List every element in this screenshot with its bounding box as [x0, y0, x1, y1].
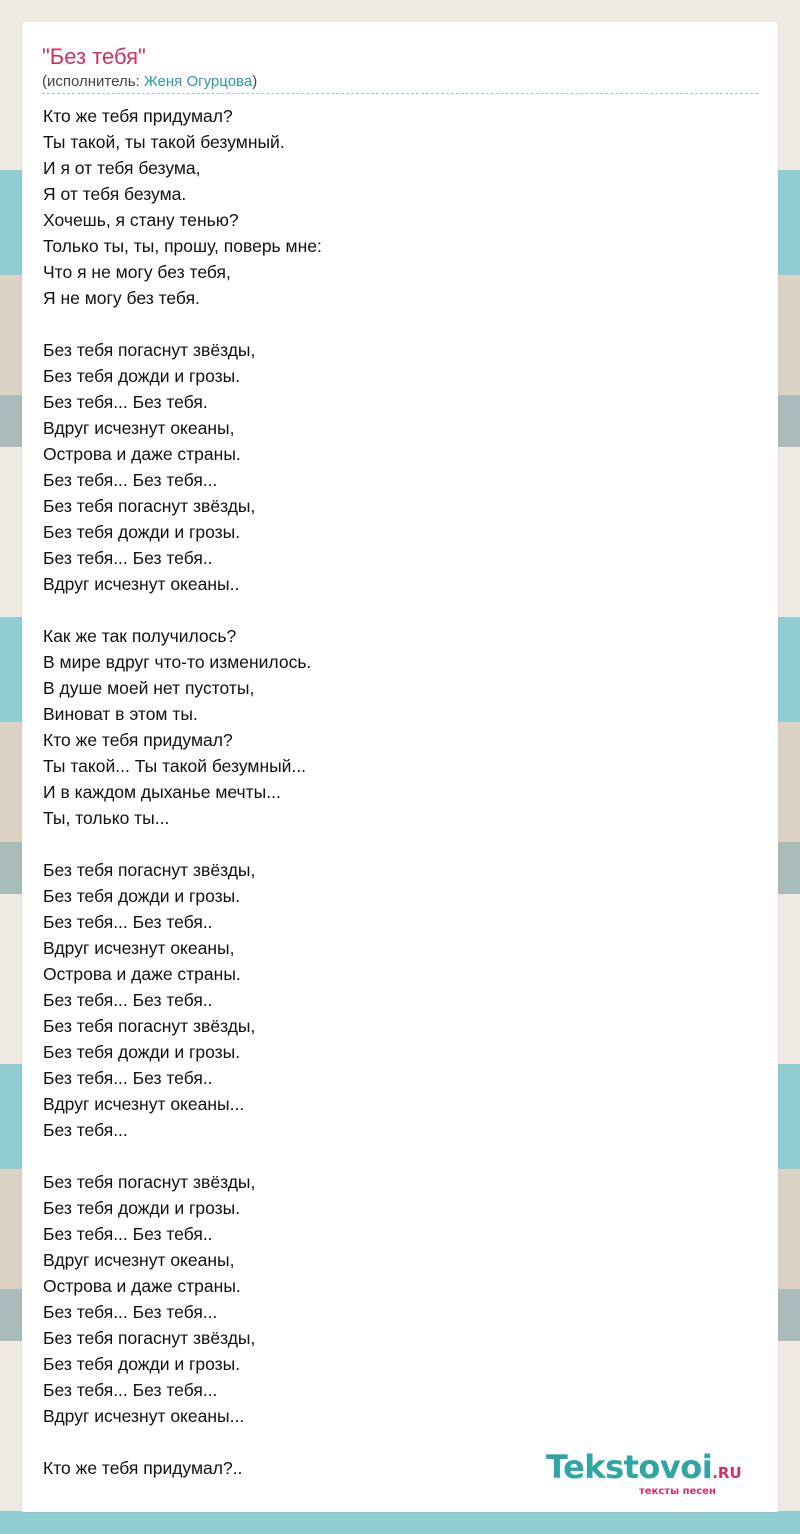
lyrics-line: Без тебя... Без тебя...: [43, 1380, 218, 1400]
lyrics-line: Без тебя...: [43, 1120, 128, 1140]
lyrics-line: Ты такой, ты такой безумный.: [43, 132, 285, 152]
lyrics-line: Вдруг исчезнут океаны,: [43, 938, 235, 958]
lyrics-stanza: [43, 103, 743, 311]
lyrics-line: Вдруг исчезнут океаны,: [43, 1250, 235, 1270]
lyrics-card: [22, 22, 778, 1512]
lyrics-line: Вдруг исчезнут океаны...: [43, 1406, 245, 1426]
lyrics-line: В мире вдруг что-то изменилось.: [43, 652, 312, 672]
lyrics-line: Без тебя погаснут звёзды,: [43, 1172, 256, 1192]
lyrics-line: Острова и даже страны.: [43, 444, 241, 464]
lyrics-line: И я от тебя безума,: [43, 158, 201, 178]
lyrics-line: Без тебя... Без тебя.: [43, 392, 208, 412]
lyrics-text: [43, 103, 743, 1481]
lyrics-line: Без тебя дожди и грозы.: [43, 886, 241, 906]
lyrics-line: Без тебя дожди и грозы.: [43, 1042, 241, 1062]
lyrics-line: И в каждом дыханье мечты...: [43, 782, 281, 802]
lyrics-stanza: [43, 1169, 743, 1429]
lyrics-line: Без тебя дожди и грозы.: [43, 522, 241, 542]
artist-prefix: (исполнитель:: [42, 73, 144, 90]
site-logo[interactable]: [546, 1448, 742, 1497]
lyrics-line: Кто же тебя придумал?: [43, 106, 233, 126]
logo-wordmark: Tekstovoi: [546, 1448, 713, 1486]
artist-line: [42, 73, 257, 91]
lyrics-line: Без тебя... Без тебя..: [43, 548, 213, 568]
lyrics-line: Я от тебя безума.: [43, 184, 187, 204]
lyrics-line: Без тебя... Без тебя...: [43, 470, 218, 490]
lyrics-line: Без тебя дожди и грозы.: [43, 366, 241, 386]
lyrics-line: Без тебя... Без тебя...: [43, 1302, 218, 1322]
lyrics-line: Вдруг исчезнут океаны...: [43, 1094, 245, 1114]
lyrics-line: Без тебя погаснут звёзды,: [43, 340, 256, 360]
lyrics-line: Без тебя... Без тебя..: [43, 1224, 213, 1244]
lyrics-line: Без тебя погаснут звёзды,: [43, 1328, 256, 1348]
lyrics-line: Только ты, ты, прошу, поверь мне:: [43, 236, 322, 256]
lyrics-line: Острова и даже страны.: [43, 1276, 241, 1296]
lyrics-line: Острова и даже страны.: [43, 964, 241, 984]
lyrics-line: Кто же тебя придумал?..: [43, 1458, 243, 1478]
logo-tld: .RU: [712, 1464, 742, 1482]
lyrics-line: Без тебя... Без тебя..: [43, 912, 213, 932]
lyrics-line: Без тебя дожди и грозы.: [43, 1354, 241, 1374]
song-title: "Без тебя": [42, 44, 146, 69]
lyrics-line: Ты такой... Ты такой безумный...: [43, 756, 307, 776]
lyrics-line: Без тебя... Без тебя..: [43, 1068, 213, 1088]
lyrics-stanza: [43, 857, 743, 1143]
lyrics-line: Виноват в этом ты.: [43, 704, 198, 724]
title-divider: [42, 93, 758, 94]
lyrics-line: В душе моей нет пустоты,: [43, 678, 255, 698]
lyrics-line: Вдруг исчезнут океаны..: [43, 574, 240, 594]
lyrics-line: Без тебя погаснут звёзды,: [43, 496, 256, 516]
lyrics-line: Как же так получилось?: [43, 626, 237, 646]
lyrics-line: Я не могу без тебя.: [43, 288, 200, 308]
lyrics-line: Без тебя... Без тебя..: [43, 990, 213, 1010]
artist-suffix: ): [252, 73, 258, 90]
lyrics-line: Хочешь, я стану тенью?: [43, 210, 239, 230]
lyrics-line: Без тебя дожди и грозы.: [43, 1198, 241, 1218]
logo-tagline: тексты песен: [639, 1486, 716, 1497]
lyrics-line: Без тебя погаснут звёзды,: [43, 1016, 256, 1036]
lyrics-line: Без тебя погаснут звёзды,: [43, 860, 256, 880]
lyrics-line: Ты, только ты...: [43, 808, 170, 828]
lyrics-stanza: [43, 623, 743, 831]
lyrics-line: Вдруг исчезнут океаны,: [43, 418, 235, 438]
lyrics-line: Что я не могу без тебя,: [43, 262, 231, 282]
lyrics-stanza: [43, 337, 743, 597]
artist-link[interactable]: Женя Огурцова: [143, 73, 253, 90]
lyrics-line: Кто же тебя придумал?: [43, 730, 233, 750]
